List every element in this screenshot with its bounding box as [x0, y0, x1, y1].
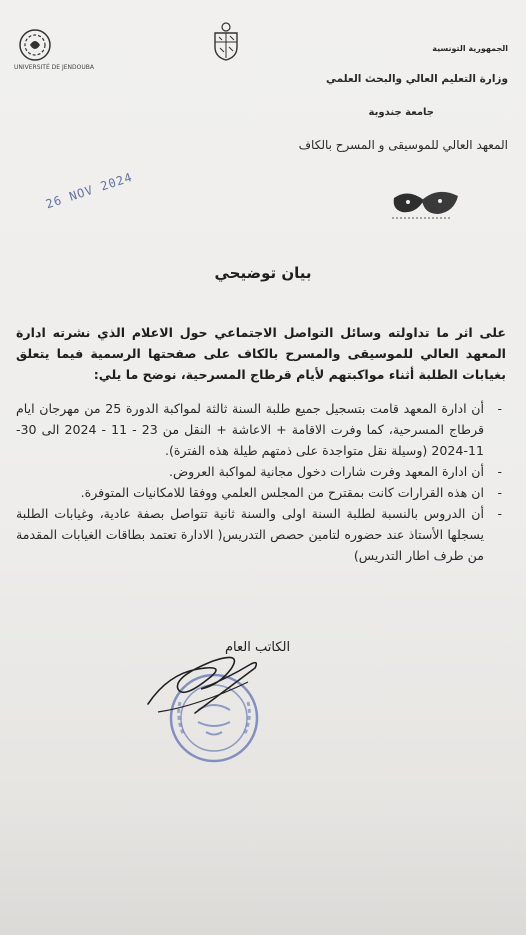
header-ministry: وزارة التعليم العالي والبحث العلمي — [325, 73, 508, 85]
national-emblem-icon — [212, 22, 240, 62]
list-item — [16, 503, 506, 566]
list-marker: - — [497, 401, 502, 416]
list-item-text: أن ادارة المعهد قامت بتسجيل جميع طلبة السنة ثالثة لمواكبة الدورة 25 من مهرجان ايام قرطاج المسرحية، كما وفرت الاقامة + الاعاشة + النقل من 23 - 11 - 2024 الى 30-11-2024 (وسيلة نقل متواجدة على ذمتهم طيلة هذه الفترة). — [16, 401, 484, 458]
institute-logo — [386, 186, 466, 226]
list-item-text: أن ادارة المعهد وفرت شارات دخول مجانية لمواكبة العروض. — [168, 464, 484, 479]
header-institute: المعهد العالي للموسيقى و المسرح بالكاف — [298, 138, 508, 152]
header-university: جامعة جندوبة — [368, 107, 434, 118]
university-logo-text: UNIVERSITÉ DE JENDOUBA — [14, 64, 94, 71]
list-item-text: أن الدروس بالنسبة لطلبة السنة اولى والسنة ثانية تتواصل بصفة عادية، وغيابات الطلبة يسجلها الأستاذ عند حضوره لتامين حصص التدريس( الادارة تعتمد بطاقات الغيابات المقدمة من طرف اطار التدريس) — [16, 506, 484, 563]
statement-list — [16, 398, 506, 566]
list-item — [16, 398, 506, 461]
intro-paragraph: على اثر ما تداولته وسائل التواصل الاجتماعي حول الاعلام الذي نشرته ادارة المعهد العالي للموسيقى والمسرح بالكاف على صفحتها الرسمية فيما يتعلق بغيابات الطلبة أثناء مواكبتهم لأيام قرطاج المسرحية، نوضح ما يلي: — [16, 325, 506, 382]
list-marker: - — [497, 506, 502, 521]
signature-label: الكاتب العام — [225, 640, 291, 655]
list-item — [16, 482, 506, 503]
document-title: بيان توضيحي — [214, 264, 312, 282]
header-republic: الجمهورية التونسية — [432, 44, 508, 53]
list-marker: - — [497, 485, 502, 500]
date-stamp: 26 NOV 2024 — [44, 170, 135, 212]
handwritten-signature — [138, 644, 288, 724]
university-logo — [18, 28, 52, 62]
list-item-text: ان هذه القرارات كانت بمقترح من المجلس العلمي ووفقا للامكانيات المتوفرة. — [80, 485, 484, 500]
list-marker: - — [497, 464, 502, 479]
list-item — [16, 461, 506, 482]
